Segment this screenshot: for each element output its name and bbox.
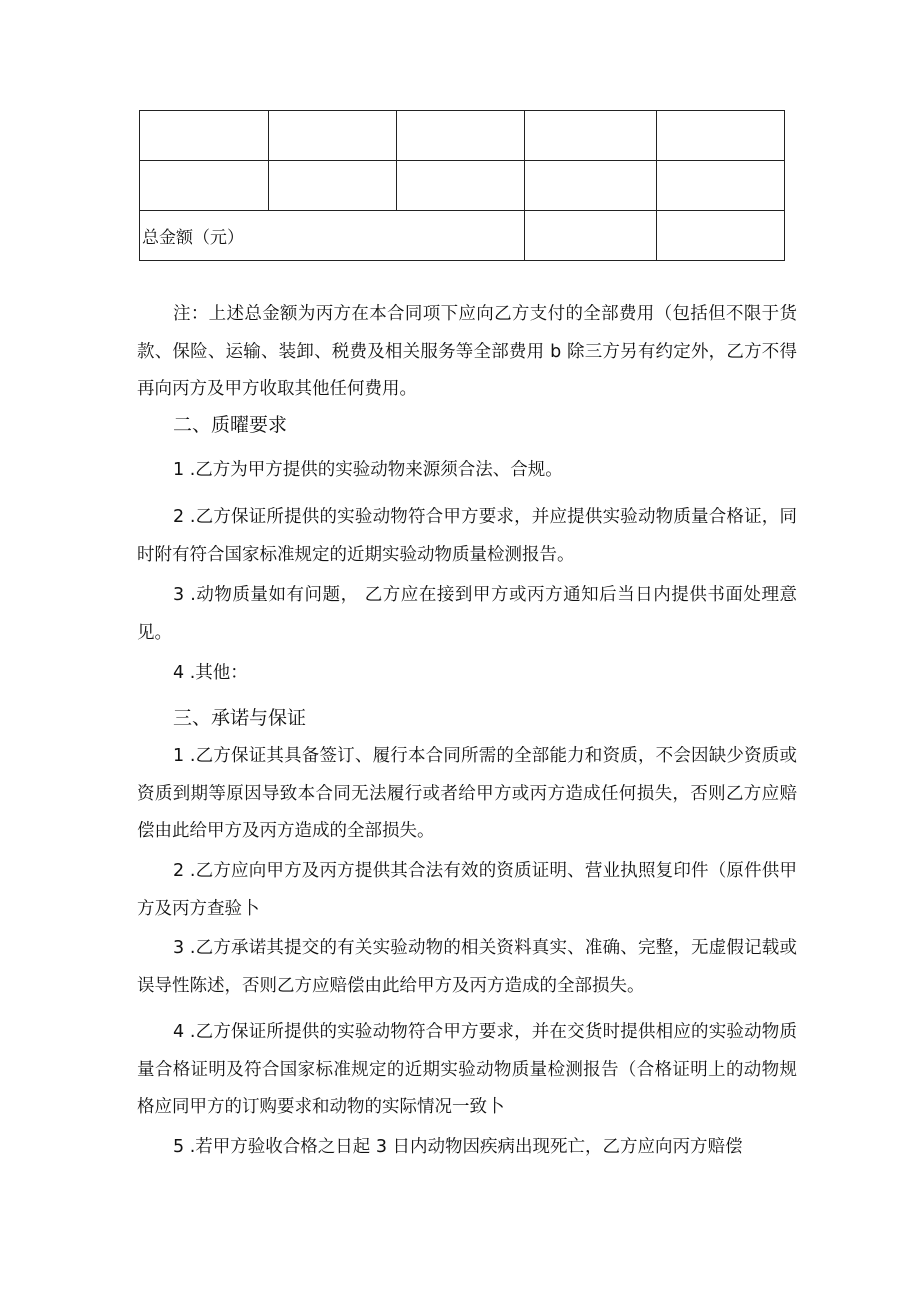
note-text: 注：上述总金额为丙方在本合同项下应向乙方支付的全部费用（包括但不限于货款、保险、运输、装卸、税费及相关服务等全部费用 b 除三方另有约定外，乙方不得再向丙方及甲方收取其他任何费用。 <box>137 304 797 399</box>
table-row-total <box>140 211 785 261</box>
table-cell <box>140 161 269 211</box>
table-cell <box>525 211 657 261</box>
table-cell <box>525 161 657 211</box>
table-cell <box>269 111 397 161</box>
table-row <box>140 111 785 161</box>
section3-item-1: 1 .乙方保证其具备签订、履行本合同所需的全部能力和资质，不会因缺少资质或资质到期等原因导致本合同无法履行或者给甲方或丙方造成任何损失，否则乙方应赔偿由此给甲方及丙方造成的全部损失。 <box>137 746 797 841</box>
section3-heading: 三、承诺与保证 <box>173 707 307 729</box>
section2-item-2: 2 .乙方保证所提供的实验动物符合甲方要求，并应提供实验动物质量合格证，同时附有符合国家标准规定的近期实验动物质量检测报告。 <box>137 507 797 565</box>
table-row <box>140 161 785 211</box>
note-paragraph <box>137 296 797 409</box>
section3-item-4: 4 .乙方保证所提供的实验动物符合甲方要求，并在交货时提供相应的实验动物质量合格证明及符合国家标准规定的近期实验动物质量检测报告（合格证明上的动物规格应同甲方的订购要求和动物的实际情况一致卜 <box>137 1022 797 1117</box>
section3-item-2: 2 .乙方应向甲方及丙方提供其合法有效的资质证明、营业执照复印件（原件供甲方及丙方查验卜 <box>137 861 797 919</box>
section3-item-3: 3 .乙方承诺其提交的有关实验动物的相关资料真实、准确、完整，无虚假记载或误导性陈述，否则乙方应赔偿由此给甲方及丙方造成的全部损失。 <box>137 938 797 996</box>
table-cell <box>140 111 269 161</box>
table-cell <box>397 111 525 161</box>
section2-item-1: 1 .乙方为甲方提供的实验动物来源须合法、合规。 <box>173 460 563 480</box>
table-cell <box>269 161 397 211</box>
section2-item-3: 3 .动物质量如有问题， 乙方应在接到甲方或丙方通知后当日内提供书面处理意见。 <box>137 585 797 643</box>
price-table <box>139 110 785 261</box>
section3-item-5: 5 .若甲方验收合格之日起 3 日内动物因疾病出现死亡，乙方应向丙方赔偿 <box>173 1137 743 1157</box>
table-cell <box>397 161 525 211</box>
table-cell <box>657 211 785 261</box>
section2-item-4: 4 .其他： <box>173 663 248 683</box>
table-cell <box>657 111 785 161</box>
section2-heading: 二、质曜要求 <box>173 414 288 436</box>
total-amount-label: 总金额（元） <box>140 211 525 261</box>
table-cell <box>525 111 657 161</box>
table-cell <box>657 161 785 211</box>
